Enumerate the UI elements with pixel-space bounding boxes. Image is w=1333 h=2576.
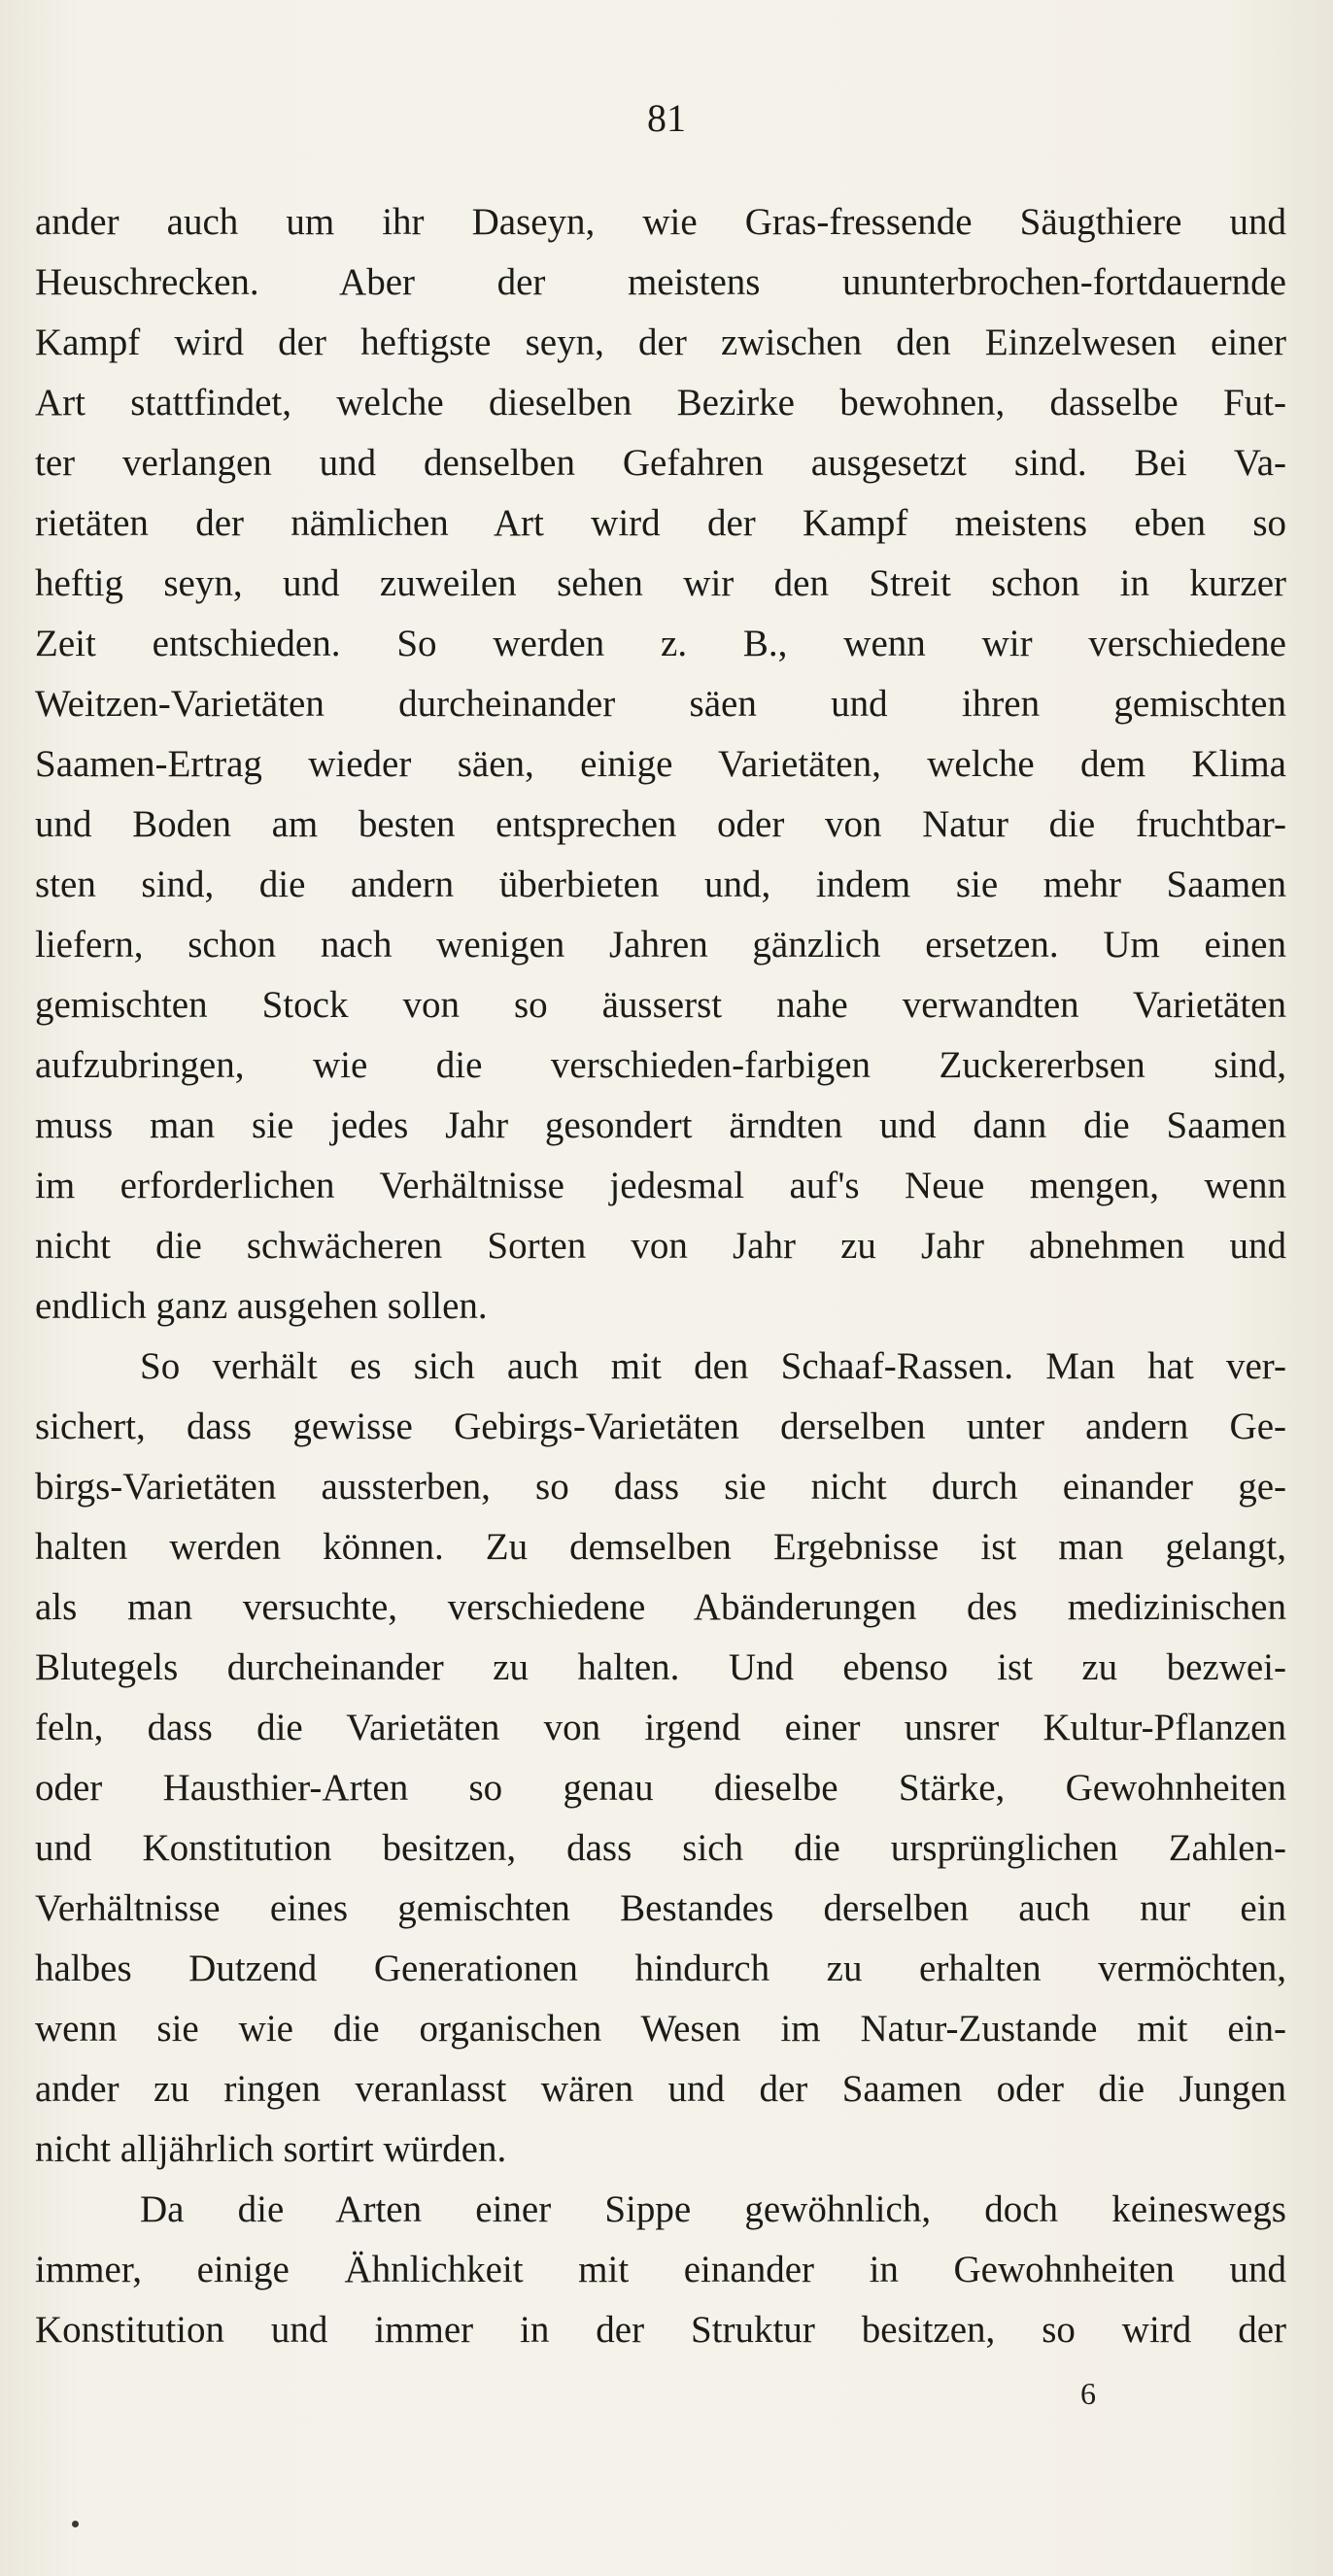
text-line: muss man sie jedes Jahr gesondert ärndten und dann die Saamen	[35, 1104, 1286, 1146]
text-line: feln, dass die Varietäten von irgend einer unsrer Kultur-Pflanzen	[35, 1707, 1286, 1748]
text-line: So verhält es sich auch mit den Schaaf-Rassen. Man hat ver-	[140, 1345, 1286, 1387]
page-number: 81	[647, 96, 686, 140]
text-line: Kampf wird der heftigste seyn, der zwischen den Einzelwesen einer	[35, 322, 1286, 363]
text-line: Weitzen-Varietäten durcheinander säen und ihren gemischten	[35, 683, 1286, 725]
text-line: nicht die schwächeren Sorten von Jahr zu Jahr abnehmen und	[35, 1225, 1286, 1267]
text-line: ter verlangen und denselben Gefahren ausgesetzt sind. Bei Va-	[35, 442, 1286, 484]
ink-speck	[72, 2521, 79, 2527]
text-line: endlich ganz ausgehen sollen.	[35, 1285, 488, 1327]
text-line: rietäten der nämlichen Art wird der Kampf meistens eben so	[35, 502, 1286, 544]
text-line: ander auch um ihr Daseyn, wie Gras-fressende Säugthiere und	[35, 201, 1286, 243]
text-line: Verhältnisse eines gemischten Bestandes derselben auch nur ein	[35, 1887, 1286, 1929]
text-line: oder Hausthier-Arten so genau dieselbe Stärke, Gewohnheiten	[35, 1767, 1286, 1809]
paragraph-2	[35, 1337, 1286, 2180]
text-line: halten werden können. Zu demselben Ergebnisse ist man gelangt,	[35, 1526, 1286, 1568]
text-line: sichert, dass gewisse Gebirgs-Varietäten derselben unter andern Ge-	[35, 1406, 1286, 1447]
text-line: wenn sie wie die organischen Wesen im Natur-Zustande mit ein-	[35, 2008, 1286, 2050]
text-line: halbes Dutzend Generationen hindurch zu erhalten vermöchten,	[35, 1948, 1286, 1989]
text-line: Saamen-Ertrag wieder säen, einige Varietäten, welche dem Klima	[35, 743, 1286, 785]
text-line: heftig seyn, und zuweilen sehen wir den Streit schon in kurzer	[35, 562, 1286, 604]
text-line: liefern, schon nach wenigen Jahren gänzlich ersetzen. Um einen	[35, 924, 1286, 966]
text-line: und Konstitution besitzen, dass sich die ursprünglichen Zahlen-	[35, 1827, 1286, 1869]
text-line: immer, einige Ähnlichkeit mit einander in Gewohnheiten und	[35, 2249, 1286, 2290]
text-line: und Boden am besten entsprechen oder von Natur die fruchtbar-	[35, 803, 1286, 845]
paragraph-1	[35, 192, 1286, 1337]
text-line: Art stattfindet, welche dieselben Bezirke bewohnen, dasselbe Fut-	[35, 382, 1286, 424]
signature-mark: 6	[1080, 2376, 1096, 2411]
text-line: Heuschrecken. Aber der meistens ununterbrochen-fortdauernde	[35, 261, 1286, 303]
text-line: im erforderlichen Verhältnisse jedesmal auf's Neue mengen, wenn	[35, 1165, 1286, 1206]
text-line: als man versuchte, verschiedene Abänderungen des medizinischen	[35, 1586, 1286, 1628]
text-line: Da die Arten einer Sippe gewöhnlich, doch keineswegs	[140, 2188, 1286, 2230]
text-line: sten sind, die andern überbieten und, indem sie mehr Saamen	[35, 864, 1286, 905]
text-line: nicht alljährlich sortirt würden.	[35, 2128, 507, 2170]
text-line: Blutegels durcheinander zu halten. Und ebenso ist zu bezwei-	[35, 1646, 1286, 1688]
body-text	[35, 192, 1286, 2360]
text-line: Zeit entschieden. So werden z. B., wenn wir verschiedene	[35, 623, 1286, 664]
text-line: aufzubringen, wie die verschieden-farbigen Zuckererbsen sind,	[35, 1044, 1286, 1086]
paragraph-3	[35, 2180, 1286, 2360]
text-line: ander zu ringen veranlasst wären und der Saamen oder die Jungen	[35, 2068, 1286, 2110]
text-line: birgs-Varietäten aussterben, so dass sie nicht durch einander ge-	[35, 1466, 1286, 1508]
text-line: gemischten Stock von so äusserst nahe verwandten Varietäten	[35, 984, 1286, 1026]
text-line: Konstitution und immer in der Struktur besitzen, so wird der	[35, 2309, 1286, 2351]
